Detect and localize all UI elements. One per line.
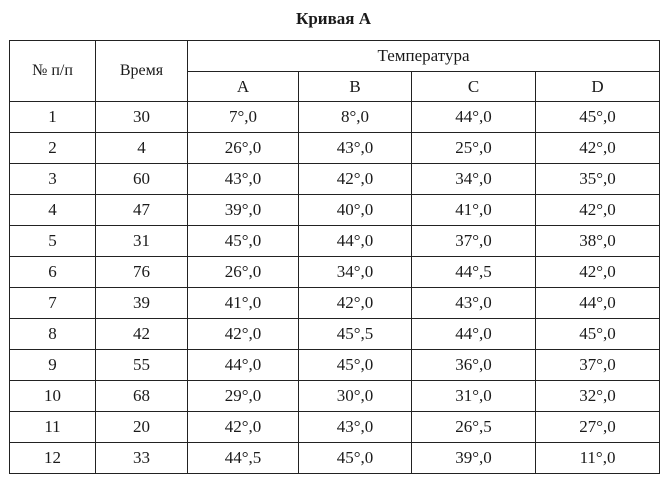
cell-c: 25°,0 [412, 133, 536, 164]
cell-num: 7 [10, 288, 96, 319]
cell-num: 3 [10, 164, 96, 195]
cell-a: 42°,0 [188, 319, 299, 350]
header-col-b: B [299, 72, 412, 102]
cell-c: 34°,0 [412, 164, 536, 195]
table-title: Кривая А [296, 9, 371, 28]
header-temperature: Температура [188, 41, 660, 72]
header-col-c: C [412, 72, 536, 102]
cell-c: 43°,0 [412, 288, 536, 319]
cell-a: 39°,0 [188, 195, 299, 226]
cell-b: 43°,0 [299, 133, 412, 164]
table-row [10, 443, 660, 474]
cell-time: 30 [96, 102, 188, 133]
cell-time: 31 [96, 226, 188, 257]
cell-d: 44°,0 [536, 288, 660, 319]
cell-time: 60 [96, 164, 188, 195]
cell-d: 38°,0 [536, 226, 660, 257]
table-row [10, 133, 660, 164]
cell-b: 45°,0 [299, 443, 412, 474]
cell-b: 45°,0 [299, 350, 412, 381]
cell-c: 39°,0 [412, 443, 536, 474]
table-row [10, 381, 660, 412]
cell-time: 55 [96, 350, 188, 381]
cell-d: 11°,0 [536, 443, 660, 474]
cell-num: 9 [10, 350, 96, 381]
cell-b: 34°,0 [299, 257, 412, 288]
table-body [10, 102, 660, 474]
cell-a: 29°,0 [188, 381, 299, 412]
cell-d: 45°,0 [536, 102, 660, 133]
cell-num: 2 [10, 133, 96, 164]
cell-c: 44°,5 [412, 257, 536, 288]
cell-c: 37°,0 [412, 226, 536, 257]
cell-num: 5 [10, 226, 96, 257]
cell-b: 44°,0 [299, 226, 412, 257]
cell-c: 44°,0 [412, 102, 536, 133]
header-time: Время [96, 41, 188, 102]
cell-c: 41°,0 [412, 195, 536, 226]
header-col-d: D [536, 72, 660, 102]
cell-d: 35°,0 [536, 164, 660, 195]
cell-a: 41°,0 [188, 288, 299, 319]
cell-b: 42°,0 [299, 288, 412, 319]
cell-b: 43°,0 [299, 412, 412, 443]
header-col-a: A [188, 72, 299, 102]
cell-a: 43°,0 [188, 164, 299, 195]
cell-time: 39 [96, 288, 188, 319]
cell-d: 42°,0 [536, 257, 660, 288]
table-row [10, 164, 660, 195]
cell-c: 44°,0 [412, 319, 536, 350]
table-row [10, 319, 660, 350]
cell-d: 37°,0 [536, 350, 660, 381]
cell-num: 10 [10, 381, 96, 412]
temperature-table [9, 40, 660, 474]
cell-b: 45°,5 [299, 319, 412, 350]
cell-a: 42°,0 [188, 412, 299, 443]
cell-c: 36°,0 [412, 350, 536, 381]
cell-c: 31°,0 [412, 381, 536, 412]
cell-a: 26°,0 [188, 133, 299, 164]
cell-time: 4 [96, 133, 188, 164]
cell-a: 7°,0 [188, 102, 299, 133]
cell-num: 6 [10, 257, 96, 288]
cell-num: 1 [10, 102, 96, 133]
cell-time: 33 [96, 443, 188, 474]
cell-d: 42°,0 [536, 195, 660, 226]
cell-a: 44°,5 [188, 443, 299, 474]
cell-a: 44°,0 [188, 350, 299, 381]
cell-b: 40°,0 [299, 195, 412, 226]
table-row [10, 350, 660, 381]
cell-time: 42 [96, 319, 188, 350]
cell-time: 20 [96, 412, 188, 443]
cell-num: 11 [10, 412, 96, 443]
cell-time: 76 [96, 257, 188, 288]
table-row [10, 195, 660, 226]
cell-time: 47 [96, 195, 188, 226]
cell-d: 45°,0 [536, 319, 660, 350]
cell-d: 27°,0 [536, 412, 660, 443]
cell-b: 30°,0 [299, 381, 412, 412]
cell-time: 68 [96, 381, 188, 412]
cell-b: 42°,0 [299, 164, 412, 195]
cell-num: 8 [10, 319, 96, 350]
cell-d: 32°,0 [536, 381, 660, 412]
header-num: № п/п [10, 41, 96, 102]
cell-num: 12 [10, 443, 96, 474]
cell-a: 45°,0 [188, 226, 299, 257]
table-row [10, 257, 660, 288]
table-row [10, 226, 660, 257]
cell-d: 42°,0 [536, 133, 660, 164]
table-row [10, 412, 660, 443]
cell-num: 4 [10, 195, 96, 226]
cell-b: 8°,0 [299, 102, 412, 133]
table-row [10, 288, 660, 319]
cell-c: 26°,5 [412, 412, 536, 443]
table-row [10, 102, 660, 133]
cell-a: 26°,0 [188, 257, 299, 288]
